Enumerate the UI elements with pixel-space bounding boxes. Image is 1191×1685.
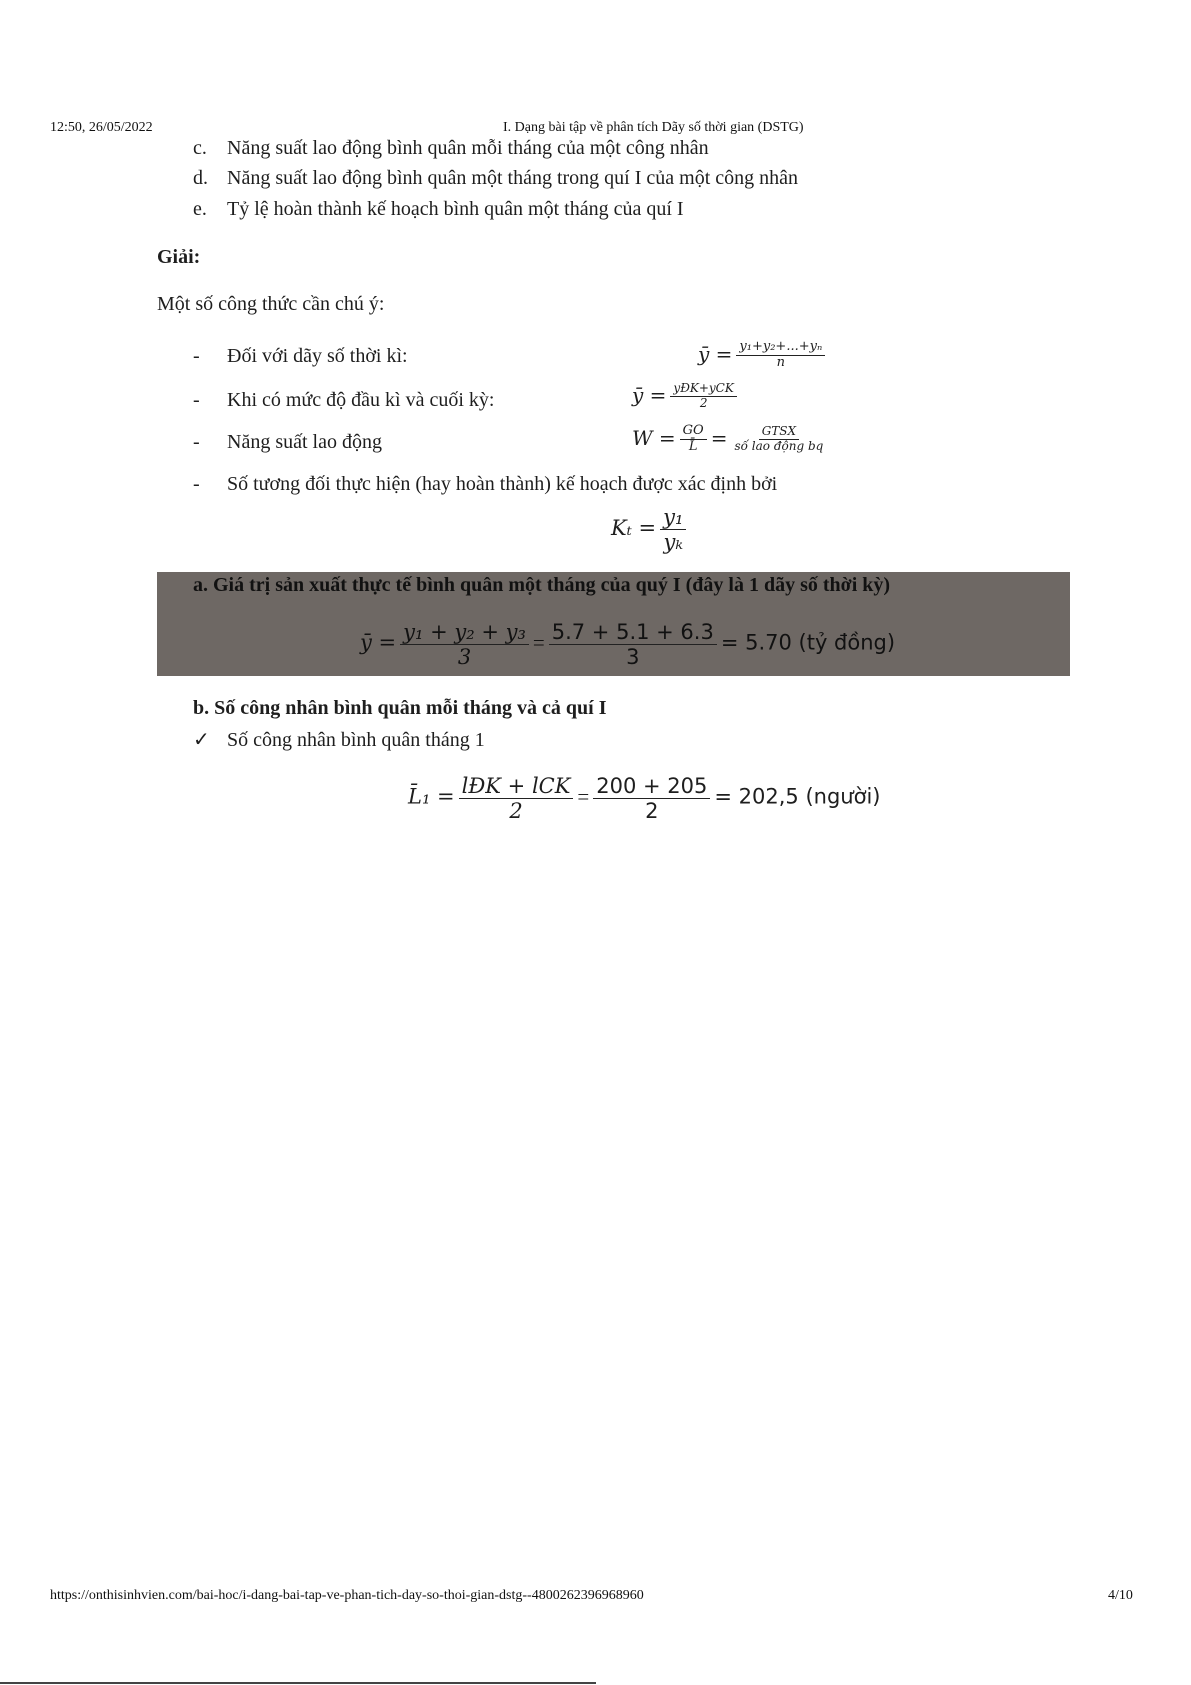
formula-numerator: y₁+y₂+...+yₙ: [736, 340, 825, 356]
list-marker: e.: [193, 198, 207, 220]
print-title: I. Dạng bài tập về phân tích Dãy số thời gian (DSTG): [503, 120, 804, 135]
formula-lhs: ȳ =: [360, 630, 397, 655]
check-item: [193, 727, 485, 752]
dash-marker: -: [193, 473, 200, 495]
formula-label: Năng suất lao động: [227, 431, 382, 453]
list-item-d: [193, 167, 798, 190]
list-marker: d.: [193, 167, 208, 189]
formula-denominator: 2: [645, 799, 659, 824]
formula-result: = 5.70 (tỷ đồng): [720, 630, 896, 655]
list-item-e: [193, 198, 684, 221]
formula-numerator: y₁ + y₂ + y₃: [400, 620, 529, 645]
formula-numerator: yĐK+yCK: [670, 382, 736, 397]
formula-lhs: ȳ =: [632, 382, 667, 407]
list-text: Tỷ lệ hoàn thành kế hoạch bình quân một tháng của quí I: [227, 198, 684, 220]
formula-numerator: 5.7 + 5.1 + 6.3: [549, 620, 717, 645]
section-a-heading: a. Giá trị sản xuất thực tế bình quân một tháng của quý I (đây là 1 dãy số thời kỳ): [193, 574, 891, 596]
formula-denominator: 3: [457, 645, 472, 670]
formula-lhs: Kₜ =: [611, 516, 657, 541]
list-text: Năng suất lao động bình quân một tháng trong quí I của một công nhân: [227, 167, 799, 189]
page-number: 4/10: [1108, 1588, 1133, 1603]
formula-denominator: 2: [699, 395, 708, 410]
print-url: https://onthisinhvien.com/bai-hoc/i-dang-bai-tap-ve-phan-tich-day-so-thoi-gian-dstg--4800262396968960: [50, 1588, 644, 1603]
formula-row-2: [193, 389, 494, 412]
print-datetime: 12:50, 26/05/2022: [50, 120, 153, 135]
formula-lhs: ȳ =: [698, 341, 733, 366]
formula-label: Khi có mức độ đầu kì và cuối kỳ:: [227, 389, 495, 411]
formula-3-expr: [632, 424, 830, 455]
formula-numerator: y₁: [660, 505, 686, 530]
page-edge-line: [0, 1682, 596, 1684]
formula-numerator: lĐK + lCK: [459, 774, 574, 799]
section-b-formula: [408, 774, 880, 823]
kt-formula: [611, 505, 690, 554]
formula-numerator: GO: [680, 424, 707, 440]
section-a-formula: [360, 620, 895, 669]
equals-sign: =: [577, 784, 590, 809]
list-item-c: [193, 137, 709, 160]
formula-1-expr: [698, 340, 829, 371]
formula-denominator: n: [776, 354, 786, 370]
dash-marker: -: [193, 345, 200, 367]
formula-denominator: 3: [626, 645, 640, 670]
formula-denominator: số lao động bq: [734, 438, 824, 453]
formula-denominator: 2: [509, 799, 523, 824]
check-icon: ✓: [193, 729, 210, 751]
equals-sign: =: [532, 630, 545, 655]
formula-row-3: [193, 431, 382, 454]
formula-row-1: [193, 345, 408, 368]
section-b-heading: b. Số công nhân bình quân mỗi tháng và cả quí I: [193, 697, 607, 719]
list-marker: c.: [193, 137, 207, 159]
formula-label: Số tương đối thực hiện (hay hoàn thành) kế hoạch được xác định bởi: [227, 473, 778, 495]
formula-lhs: W =: [632, 425, 676, 450]
formula-row-4: [193, 473, 777, 496]
equals-sign: =: [710, 425, 728, 450]
formula-numerator: GTSX: [759, 425, 799, 440]
formula-numerator: 200 + 205: [593, 774, 710, 799]
list-text: Năng suất lao động bình quân mỗi tháng của một công nhân: [227, 137, 709, 159]
formula-result: = 202,5 (người): [714, 784, 881, 809]
check-text: Số công nhân bình quân tháng 1: [227, 729, 485, 751]
dash-marker: -: [193, 389, 200, 411]
formula-lhs: L̄₁ =: [408, 784, 455, 809]
dash-marker: -: [193, 431, 200, 453]
formulas-intro: Một số công thức cần chú ý:: [157, 293, 385, 315]
formula-denominator: yₖ: [663, 530, 684, 555]
formula-label: Đối với dãy số thời kì:: [227, 345, 408, 367]
solution-heading: Giải:: [157, 246, 201, 268]
formula-denominator: L̄: [688, 438, 698, 454]
formula-2-expr: [632, 382, 741, 411]
